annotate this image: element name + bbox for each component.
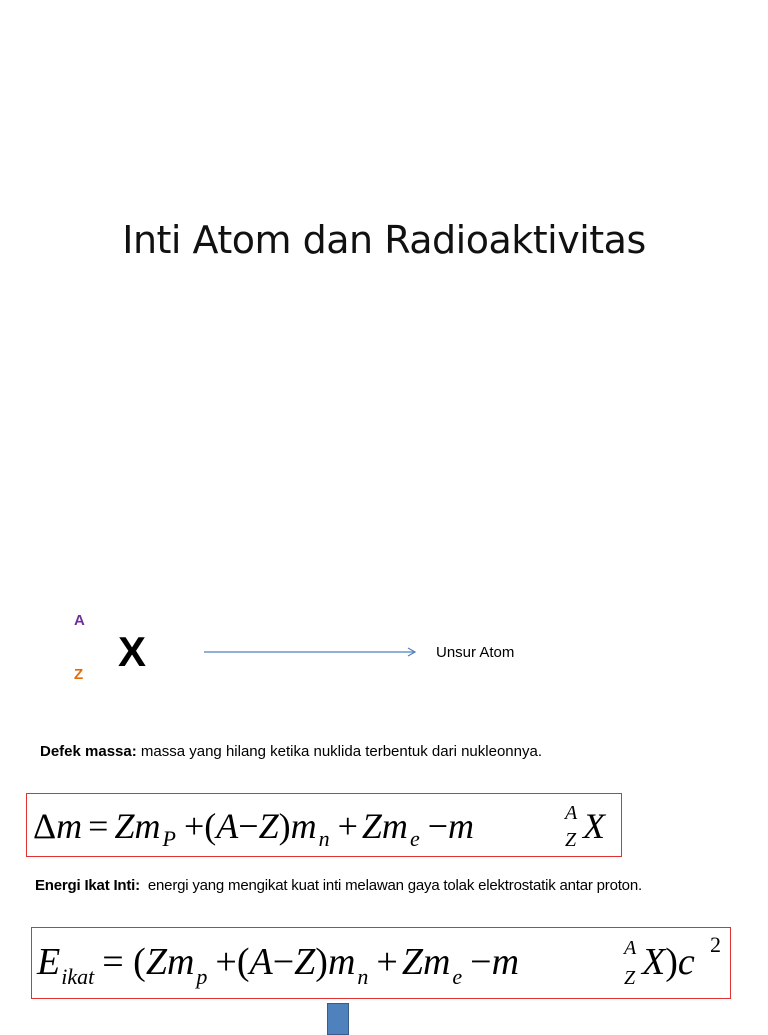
defek-massa-definition (40, 743, 542, 760)
energi-ikat-definition (35, 877, 642, 894)
element-symbol: X (118, 628, 147, 675)
svg-text:2: 2 (710, 932, 721, 957)
binding-energy-formula (32, 928, 730, 998)
arrow-right-icon (204, 645, 420, 659)
svg-text:X)c: X)c (642, 941, 695, 983)
svg-text:A: A (565, 802, 578, 824)
energi-ikat-colon: : (135, 877, 140, 894)
svg-text:A: A (624, 937, 637, 959)
svg-text:Z: Z (565, 829, 577, 851)
svg-text:X: X (583, 806, 605, 846)
mass-defect-equation (26, 793, 622, 857)
energi-ikat-text: energi yang mengikat kuat inti melawan gaya tolak elektrostatik antar proton. (139, 877, 642, 894)
defek-massa-text: massa yang hilang ketika nuklida terbentuk dari nukleonnya. (136, 743, 542, 760)
svg-text:Δm=ZmP+(A−Z)mn+Zme−m: $\Delta m = Zm_P +(A-Z)m_n + Zm_e -m$ (33, 806, 475, 851)
mass-number-label: A (74, 612, 85, 629)
binding-energy-equation (31, 927, 731, 999)
slide-title: Inti Atom dan Radioaktivitas (122, 218, 646, 262)
mass-defect-formula (27, 794, 621, 856)
defek-massa-term: Defek massa (40, 743, 132, 760)
atomic-number-label: Z (74, 666, 84, 683)
svg-text:Eikat= (Zmp+(A−Z)mn+Zme−m: $E_{ikat} = (Zm_p +(A-Z)m_n + Zm_e -m$ (37, 941, 520, 989)
defek-massa-colon: : (131, 743, 137, 760)
arrow-label: Unsur Atom (436, 644, 515, 661)
down-arrow-shape (327, 1003, 349, 1035)
energi-ikat-term: Energi Ikat Inti (35, 877, 136, 894)
svg-text:Z: Z (624, 967, 636, 989)
